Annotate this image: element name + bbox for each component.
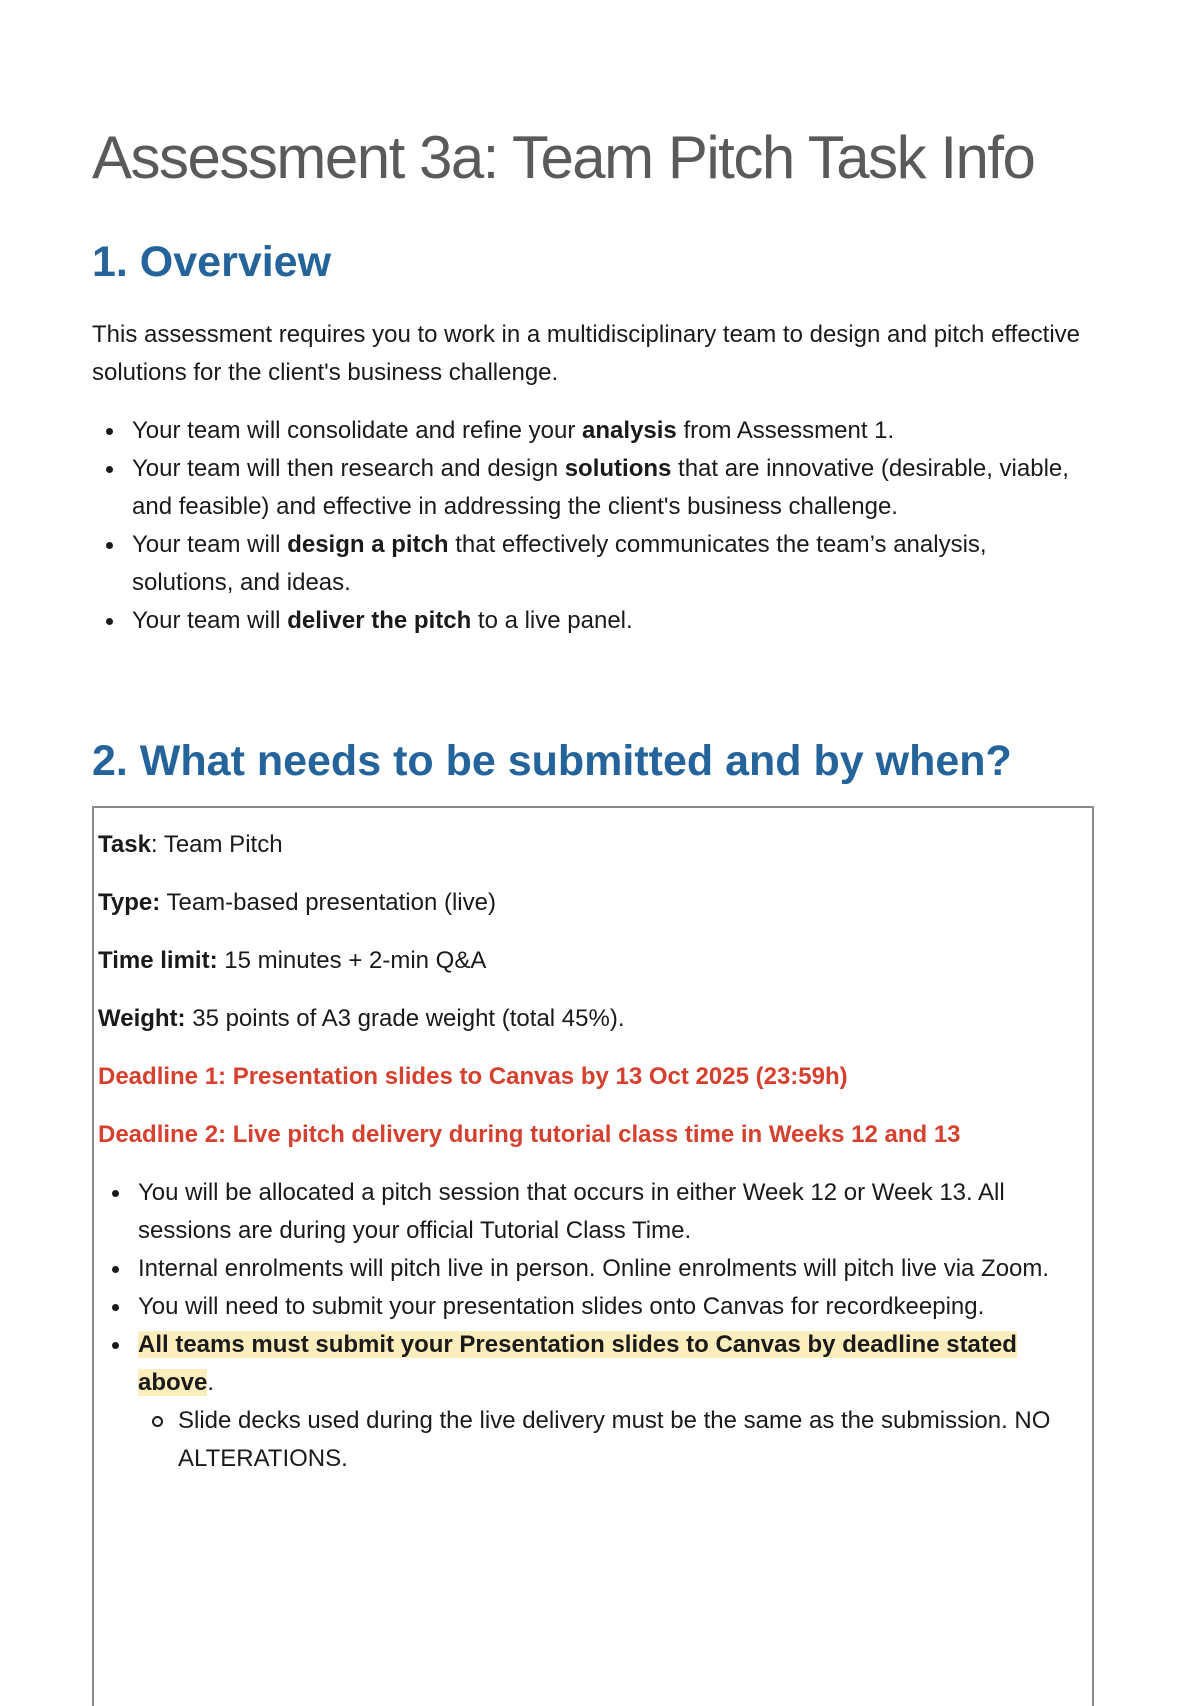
sub-list-item: Slide decks used during the live delivery must be the same as the submission. NO ALTERATIONS.: [138, 1402, 1086, 1478]
list-item: Internal enrolments will pitch live in person. Online enrolments will pitch live via Zoom.: [98, 1250, 1086, 1288]
sub-list: [138, 1402, 1086, 1478]
submission-info-box: [92, 806, 1094, 1706]
submission-heading: 2. What needs to be submitted and by when?: [92, 737, 1012, 785]
list-item: Your team will consolidate and refine your analysis from Assessment 1.: [92, 412, 1092, 450]
overview-intro: This assessment requires you to work in a multidisciplinary team to design and pitch effective solutions for the client's business challenge.: [92, 321, 1081, 386]
list-item: You will need to submit your presentation slides onto Canvas for recordkeeping.: [98, 1288, 1086, 1326]
time-limit-field: Time limit: 15 minutes + 2-min Q&A: [98, 947, 487, 974]
list-item: All teams must submit your Presentation slides to Canvas by deadline stated above. Slide decks used during the live delivery must be the same as the submission. NO ALTERATIONS.: [98, 1326, 1086, 1478]
highlighted-notice: All teams must submit your Presentation slides to Canvas by deadline stated above: [138, 1331, 1017, 1396]
document-title: Assessment 3a: Team Pitch Task Info: [92, 124, 1035, 191]
type-field: Type: Team-based presentation (live): [98, 889, 496, 916]
list-item: Your team will design a pitch that effectively communicates the team’s analysis, solutions, and ideas.: [92, 526, 1092, 602]
deadline-1: Deadline 1: Presentation slides to Canvas by 13 Oct 2025 (23:59h): [98, 1063, 848, 1090]
submission-list: [98, 1174, 1086, 1478]
list-item: Your team will then research and design solutions that are innovative (desirable, viable, and feasible) and effective in addressing the client's business challenge.: [92, 450, 1092, 526]
overview-heading: 1. Overview: [92, 238, 332, 286]
deadline-2: Deadline 2: Live pitch delivery during tutorial class time in Weeks 12 and 13: [98, 1121, 961, 1148]
list-item: Your team will deliver the pitch to a live panel.: [92, 602, 1092, 640]
overview-list: [92, 412, 1092, 640]
weight-field: Weight: 35 points of A3 grade weight (total 45%).: [98, 1005, 625, 1032]
task-field: Task: Team Pitch: [98, 831, 283, 858]
list-item: You will be allocated a pitch session that occurs in either Week 12 or Week 13. All sessions are during your official Tutorial Class Time.: [98, 1174, 1086, 1250]
